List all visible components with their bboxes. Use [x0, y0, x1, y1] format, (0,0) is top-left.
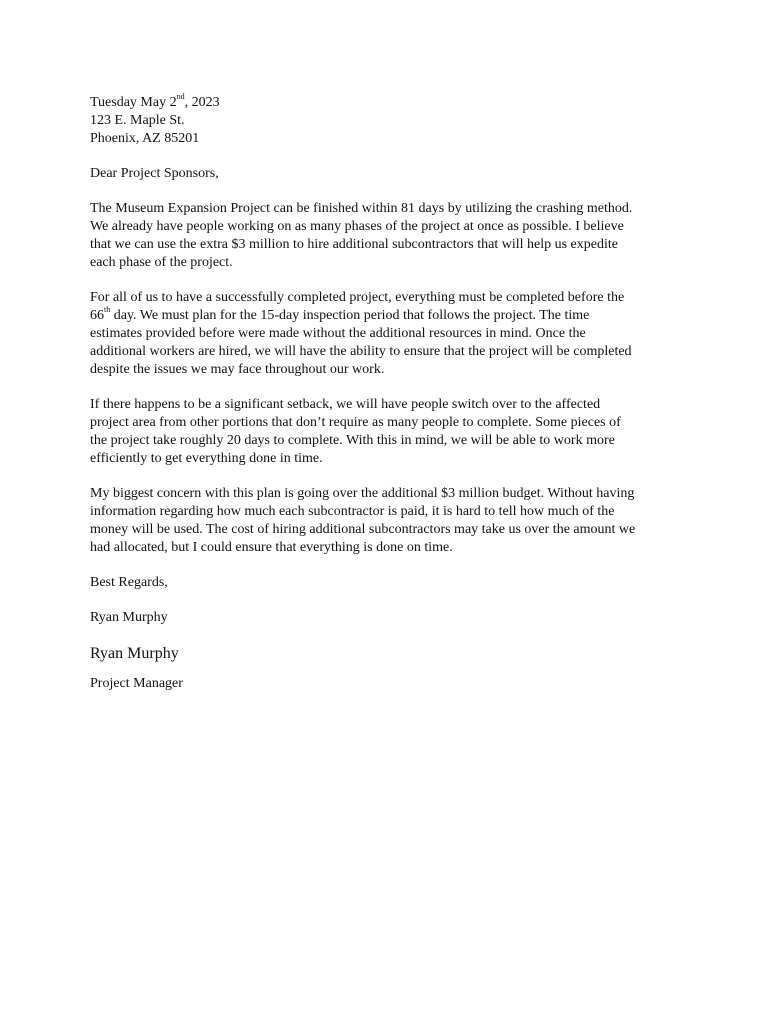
paragraph-line: each phase of the project.	[90, 255, 233, 270]
spacer	[90, 557, 690, 574]
paragraph-line: For all of us to have a successfully completed project, everything must be completed before the	[90, 290, 625, 305]
closing: Best Regards,	[90, 575, 168, 590]
spacer	[90, 272, 690, 289]
date-line	[90, 94, 690, 112]
paragraph-line: the project take roughly 20 days to complete. With this in mind, we will be able to work more	[90, 433, 615, 448]
signature: Ryan Murphy	[90, 645, 179, 662]
day-number: 66	[90, 308, 104, 323]
paragraph-line: that we can use the extra $3 million to hire additional subcontractors that will help us expedite	[90, 237, 618, 252]
spacer	[90, 592, 690, 609]
sender-name: Ryan Murphy	[90, 610, 168, 625]
spacer	[90, 379, 690, 396]
day-ordinal-suffix: th	[104, 305, 111, 315]
paragraph-line: money will be used. The cost of hiring additional subcontractors may take us over the amount we	[90, 522, 636, 537]
paragraph-line: efficiently to get everything done in time.	[90, 451, 323, 466]
paragraph-line: We already have people working on as many phases of the project at once as possible. I believe	[90, 219, 624, 234]
paragraph-line: The Museum Expansion Project can be finished within 81 days by utilizing the crashing method.	[90, 201, 633, 216]
spacer	[90, 148, 690, 165]
paragraph-3	[90, 396, 690, 468]
spacer	[90, 183, 690, 200]
paragraph-line	[90, 307, 690, 325]
letter-page	[90, 94, 690, 693]
paragraph-1	[90, 200, 690, 272]
spacer	[90, 468, 690, 485]
paragraph-line-rest: day. We must plan for the 15-day inspection period that follows the project. The time	[110, 308, 590, 323]
date-year: , 2023	[184, 95, 220, 110]
paragraph-line: information regarding how much each subcontractor is paid, it is hard to tell how much of the	[90, 504, 615, 519]
paragraph-line: estimates provided before were made without the additional resources in mind. Once the	[90, 326, 586, 341]
paragraph-line: project area from other portions that don’t require as many people to complete. Some pieces of	[90, 415, 621, 430]
paragraph-4	[90, 485, 690, 557]
address-city: Phoenix, AZ 85201	[90, 131, 200, 146]
paragraph-line: If there happens to be a significant setback, we will have people switch over to the affected	[90, 397, 601, 412]
paragraph-2	[90, 289, 690, 379]
paragraph-line: had allocated, but I could ensure that everything is done on time.	[90, 540, 453, 555]
paragraph-line: despite the issues we may face throughout our work.	[90, 362, 385, 377]
paragraph-line: additional workers are hired, we will have the ability to ensure that the project will be completed	[90, 344, 632, 359]
date-ordinal-suffix: nd	[176, 92, 185, 102]
address-street: 123 E. Maple St.	[90, 113, 185, 128]
paragraph-line: My biggest concern with this plan is going over the additional $3 million budget. Without having	[90, 486, 635, 501]
sender-title: Project Manager	[90, 676, 183, 691]
salutation: Dear Project Sponsors,	[90, 166, 219, 181]
date-text: Tuesday May 2	[90, 95, 177, 110]
